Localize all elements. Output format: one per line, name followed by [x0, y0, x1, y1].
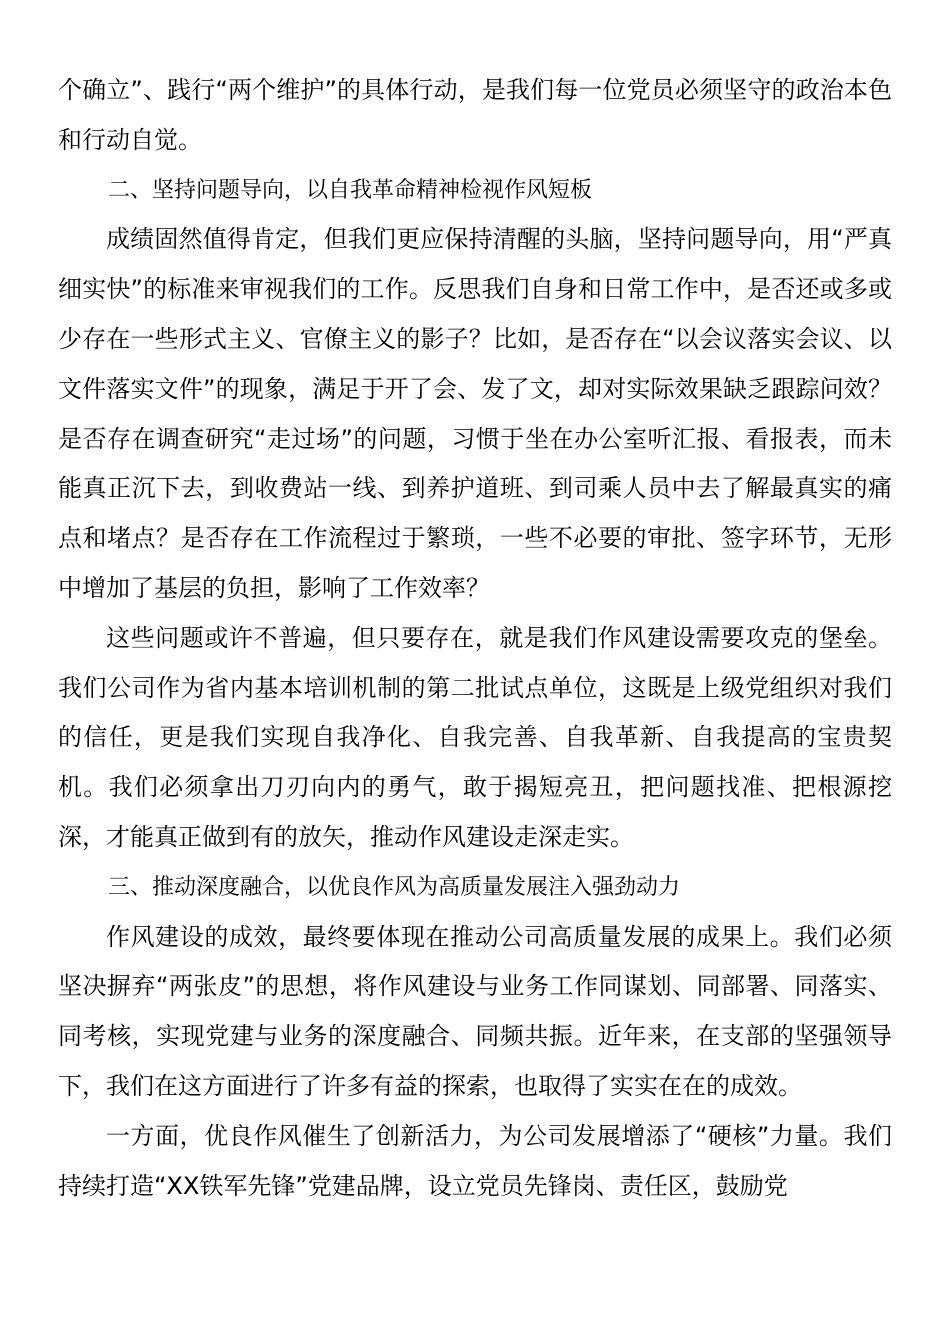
paragraph: 成绩固然值得肯定，但我们更应保持清醒的头脑，坚持问题导向，用“严真细实快”的标准来审视我们的工作。反思我们自身和日常工作中，是否还或多或少存在一些形式主义、官僚主义的影子？比如，是否存在“以会议落实会议、以文件落实文件”的现象，满足于开了会、发了文，却对实际效果缺乏跟踪问效？是否存在调查研究“走过场”的问题，习惯于坐在办公室听汇报、看报表，而未能真正沉下去，到收费站一线、到养护道班、到司乘人员中去了解最真实的痛点和堵点？是否存在工作流程过于繁琐，一些不必要的审批、签字环节，无形中增加了基层的负担，影响了工作效率？	[58, 225, 892, 602]
paragraph: 作风建设的成效，最终要体现在推动公司高质量发展的成果上。我们必须坚决摒弃“两张皮”的思想，将作风建设与业务工作同谋划、同部署、同落实、同考核，实现党建与业务的深度融合、同频共振。近年来，在支部的坚强领导下，我们在这方面进行了许多有益的探索，也取得了实实在在的成效。	[58, 922, 892, 1100]
section-heading-2: 二、坚持问题导向，以自我革命精神检视作风短板	[108, 177, 593, 203]
paragraph: 一方面，优良作风催生了创新活力，为公司发展增添了“硬核”力量。我们持续打造“XX铁军先锋”党建品牌，设立党员先锋岗、责任区，鼓励党	[58, 1121, 892, 1200]
section-heading-3: 三、推动深度融合，以优良作风为高质量发展注入强劲动力	[108, 874, 681, 900]
paragraph-continued: 个确立”、践行“两个维护”的具体行动，是我们每一位党员必须坚守的政治本色和行动自觉。	[58, 76, 892, 154]
paragraph: 这些问题或许不普遍，但只要存在，就是我们作风建设需要攻克的堡垒。我们公司作为省内基本培训机制的第二批试点单位，这既是上级党组织对我们的信任，更是我们实现自我净化、自我完善、自我革新、自我提高的宝贵契机。我们必须拿出刀刃向内的勇气，敢于揭短亮丑，把问题找准、把根源挖深，才能真正做到有的放矢，推动作风建设走深走实。	[58, 623, 892, 851]
document-page	[58, 66, 892, 1211]
